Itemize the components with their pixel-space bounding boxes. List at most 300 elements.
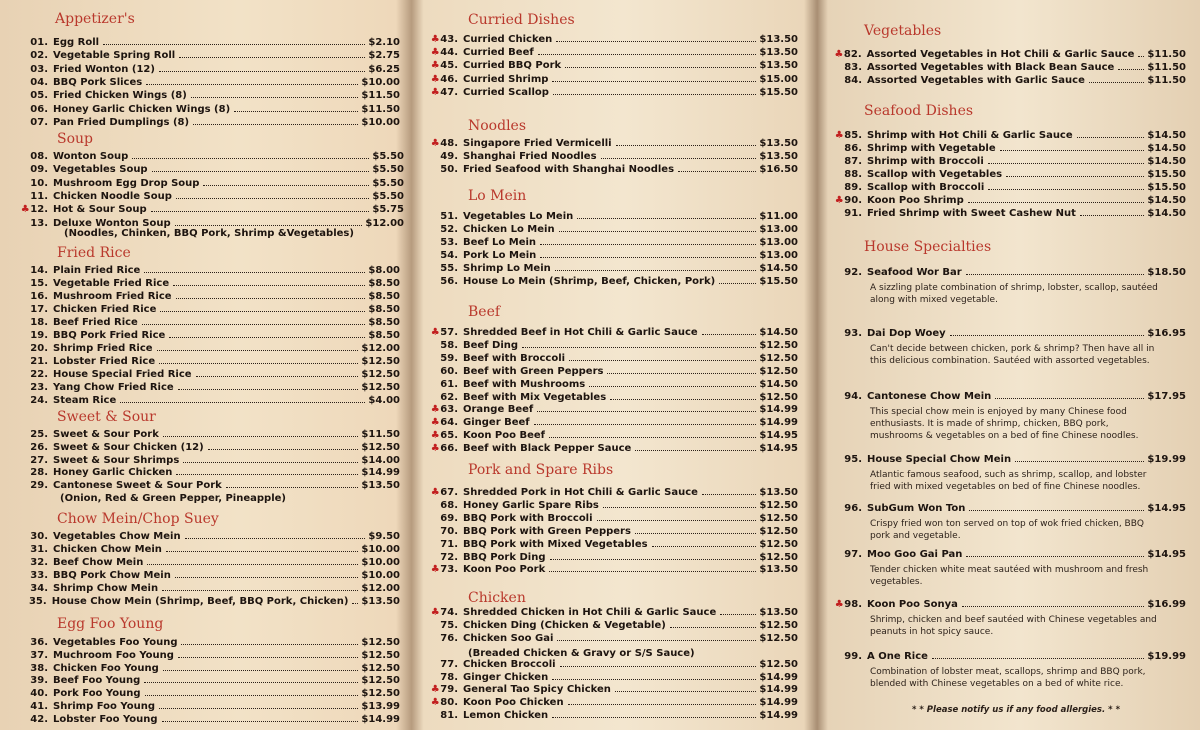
item-price: $13.50 xyxy=(759,607,798,618)
item-number-text: 46. xyxy=(440,73,458,85)
item-name: Koon Poo Shrimp xyxy=(867,195,964,206)
menu-item xyxy=(0,76,400,89)
item-number-text: 88. xyxy=(844,169,862,180)
dot-leader xyxy=(176,474,358,475)
menu-item xyxy=(410,378,798,391)
section-title-curried: Curried Dishes xyxy=(468,12,575,28)
menu-item xyxy=(0,177,404,190)
item-number xyxy=(410,499,458,512)
dot-leader xyxy=(183,462,358,463)
item-number-text: 93. xyxy=(844,328,862,339)
item-number xyxy=(0,342,48,355)
item-number-text: 62. xyxy=(440,391,458,403)
item-number xyxy=(812,168,862,181)
dot-leader xyxy=(988,163,1145,164)
item-name: Beef with Mix Vegetables xyxy=(463,391,607,403)
dot-leader xyxy=(635,450,756,451)
menu-item xyxy=(410,403,798,416)
item-name: Hot & Sour Soup xyxy=(53,204,147,216)
dot-leader xyxy=(720,614,756,615)
item-number xyxy=(0,530,48,543)
menu-item xyxy=(410,499,798,512)
item-name: Curried Chicken xyxy=(463,34,553,45)
dot-leader xyxy=(540,244,756,245)
dot-leader xyxy=(145,695,359,696)
item-name: Shredded Pork in Hot Chili & Garlic Sauce xyxy=(463,487,698,498)
menu-item xyxy=(0,290,400,303)
item-name: Koon Poo Pork xyxy=(463,564,546,576)
dot-leader xyxy=(577,218,756,219)
hot-spicy-icon: ♣ xyxy=(430,47,440,59)
dot-leader xyxy=(169,337,365,338)
dot-leader xyxy=(226,487,359,488)
item-number-text: 21. xyxy=(30,356,48,367)
item-price: $14.99 xyxy=(759,697,798,709)
item-number xyxy=(0,649,48,662)
menu-item xyxy=(410,59,798,72)
section-title-fried-rice: Fried Rice xyxy=(57,245,131,261)
item-name: A One Rice xyxy=(867,651,928,662)
menu-item xyxy=(410,249,798,262)
menu-item xyxy=(0,428,400,441)
item-number-text: 23. xyxy=(30,382,48,393)
item-number-text: 42. xyxy=(30,713,48,725)
item-number xyxy=(812,129,862,142)
item-price: $12.50 xyxy=(361,382,400,393)
item-number-text: 73. xyxy=(440,564,458,576)
item-number xyxy=(0,63,48,76)
item-number xyxy=(410,236,458,249)
menu-item xyxy=(812,74,1186,87)
menu-item xyxy=(812,207,1186,220)
menu-item xyxy=(0,36,400,49)
item-price: $2.75 xyxy=(368,50,400,62)
dot-leader xyxy=(162,721,359,722)
menu-item xyxy=(812,129,1186,142)
dot-leader xyxy=(1006,176,1144,177)
dot-leader xyxy=(179,57,365,58)
menu-column-3 xyxy=(812,0,1200,730)
item-number xyxy=(0,662,48,675)
menu-item xyxy=(812,266,1186,279)
item-number xyxy=(0,582,48,595)
menu-item xyxy=(410,391,798,404)
menu-item xyxy=(410,326,798,339)
item-number-text: 06. xyxy=(30,103,48,115)
menu-item xyxy=(0,303,400,316)
menu-item xyxy=(410,696,798,709)
menu-item xyxy=(0,530,400,543)
dot-leader xyxy=(163,670,359,671)
item-number-text: 30. xyxy=(30,531,48,542)
item-price: $14.50 xyxy=(1147,156,1186,167)
section-title-lo-mein: Lo Mein xyxy=(468,188,527,204)
item-price: $12.00 xyxy=(365,217,404,229)
item-price: $16.99 xyxy=(1147,599,1186,610)
item-name: Scallop with Vegetables xyxy=(867,169,1003,180)
menu-item xyxy=(0,479,400,492)
dot-leader xyxy=(969,510,1144,511)
item-number xyxy=(410,210,458,223)
item-name: Curried Beef xyxy=(463,47,534,59)
item-price: $11.50 xyxy=(361,103,400,115)
item-number-text: 05. xyxy=(30,90,48,102)
hot-spicy-icon: ♣ xyxy=(834,195,844,206)
item-number xyxy=(410,391,458,404)
menu-item xyxy=(0,329,400,342)
hot-spicy-icon: ♣ xyxy=(430,443,440,455)
item-name: Shrimp Lo Mein xyxy=(463,263,551,274)
item-number xyxy=(812,194,862,207)
item-price: $12.50 xyxy=(759,525,798,537)
dot-leader xyxy=(178,657,358,658)
item-number-text: 67. xyxy=(440,487,458,498)
dot-leader xyxy=(988,189,1144,190)
item-description: Crispy fried won ton served on top of wok fried chicken, BBQ pork and vegetable. xyxy=(870,519,1144,541)
item-number-text: 12. xyxy=(30,204,48,216)
item-number-text: 80. xyxy=(440,697,458,709)
menu-item xyxy=(0,700,400,713)
dot-leader xyxy=(603,507,757,508)
item-price: $12.50 xyxy=(361,637,400,648)
menu-item xyxy=(410,163,798,176)
item-name: BBQ Pork Fried Rice xyxy=(53,330,166,341)
item-number-text: 63. xyxy=(440,404,458,416)
item-price: $12.50 xyxy=(759,538,798,550)
dot-leader xyxy=(607,373,756,374)
item-number xyxy=(812,142,862,155)
item-number-text: 11. xyxy=(30,190,48,202)
menu-item xyxy=(0,687,400,700)
item-number xyxy=(812,390,862,403)
item-name: Beef Foo Young xyxy=(53,675,141,687)
item-name: Lobster Fried Rice xyxy=(53,356,156,367)
menu-item xyxy=(0,582,400,595)
item-number xyxy=(812,598,862,611)
item-number xyxy=(0,700,48,713)
item-name: Plain Fried Rice xyxy=(53,265,141,276)
hot-spicy-icon: ♣ xyxy=(834,599,844,610)
item-number-text: 83. xyxy=(844,62,862,74)
item-number-text: 55. xyxy=(440,263,458,274)
item-price: $13.50 xyxy=(759,47,798,59)
item-number xyxy=(812,181,862,194)
item-number-text: 20. xyxy=(30,343,48,354)
item-number-text: 45. xyxy=(440,60,458,72)
item-price: $12.50 xyxy=(759,499,798,511)
menu-item xyxy=(0,342,400,355)
menu-column-1 xyxy=(0,0,410,730)
section-title-beef: Beef xyxy=(468,304,501,320)
item-price: $10.00 xyxy=(361,543,400,555)
item-price: $15.50 xyxy=(1147,169,1186,180)
item-number xyxy=(0,116,48,129)
item-number xyxy=(0,203,48,216)
menu-item xyxy=(812,502,1186,515)
item-price: $15.50 xyxy=(759,86,798,98)
item-name: Egg Roll xyxy=(53,37,100,48)
item-price: $15.00 xyxy=(759,73,798,85)
item-name: Koon Poo Sonya xyxy=(867,599,958,610)
menu-item xyxy=(410,275,798,288)
dot-leader xyxy=(1000,150,1145,151)
dot-leader xyxy=(995,398,1144,399)
item-number xyxy=(410,262,458,275)
section-title-seafood: Seafood Dishes xyxy=(864,103,974,119)
item-name: Honey Garlic Chicken xyxy=(53,467,173,479)
menu-item xyxy=(410,365,798,378)
item-number-text: 94. xyxy=(844,391,862,402)
item-price: $8.50 xyxy=(368,304,400,315)
dot-leader xyxy=(352,603,358,604)
menu-item xyxy=(410,339,798,352)
menu-item xyxy=(812,327,1186,340)
item-number xyxy=(0,303,48,316)
item-price: $15.50 xyxy=(759,276,798,287)
item-name: BBQ Pork with Green Peppers xyxy=(463,525,631,537)
dot-leader xyxy=(557,640,756,641)
item-number-text: 85. xyxy=(844,130,862,141)
item-number-text: 17. xyxy=(30,304,48,315)
item-number-text: 76. xyxy=(440,632,458,644)
item-number xyxy=(0,89,48,102)
item-price: $14.95 xyxy=(1147,503,1186,514)
dot-leader xyxy=(1015,461,1144,462)
dot-leader xyxy=(702,334,757,335)
dot-leader xyxy=(132,158,369,159)
item-number xyxy=(410,137,458,150)
dot-leader xyxy=(968,202,1145,203)
item-number-text: 58. xyxy=(440,339,458,351)
item-name: Chicken Ding (Chicken & Vegetable) xyxy=(463,619,666,631)
item-price: $14.99 xyxy=(759,417,798,429)
dot-leader xyxy=(159,708,358,709)
item-number-text: 81. xyxy=(440,710,458,722)
item-number xyxy=(410,538,458,551)
dot-leader xyxy=(616,145,757,146)
item-price: $8.50 xyxy=(368,330,400,341)
dot-leader xyxy=(203,185,369,186)
item-number-text: 54. xyxy=(440,250,458,261)
item-price: $12.50 xyxy=(759,391,798,403)
item-number-text: 37. xyxy=(30,649,48,661)
item-price: $14.99 xyxy=(759,404,798,416)
item-number-text: 43. xyxy=(440,34,458,45)
item-number xyxy=(812,74,862,87)
item-price: $11.50 xyxy=(1147,62,1186,74)
menu-item xyxy=(0,277,400,290)
dot-leader xyxy=(719,283,756,284)
sweet-sour-note: (Onion, Red & Green Pepper, Pineapple) xyxy=(60,493,286,504)
menu-item xyxy=(410,671,798,684)
hot-spicy-icon: ♣ xyxy=(430,138,440,149)
menu-item xyxy=(0,713,400,726)
item-number xyxy=(410,709,458,722)
dot-leader xyxy=(191,97,359,98)
section-title-appetizers: Appetizer's xyxy=(55,11,135,27)
item-number-text: 91. xyxy=(844,208,862,219)
item-price: $19.99 xyxy=(1147,454,1186,465)
item-number xyxy=(410,671,458,684)
item-name: Vegetables Chow Mein xyxy=(53,531,181,542)
hot-spicy-icon: ♣ xyxy=(430,73,440,85)
item-number-text: 39. xyxy=(30,675,48,687)
item-price: $14.50 xyxy=(759,378,798,390)
menu-item xyxy=(0,454,400,467)
dot-leader xyxy=(1080,215,1144,216)
item-name: Assorted Vegetables with Black Bean Sauce xyxy=(867,62,1115,74)
item-price: $14.50 xyxy=(1147,143,1186,154)
item-price: $5.50 xyxy=(372,190,404,202)
item-number-text: 07. xyxy=(30,116,48,128)
item-number xyxy=(0,36,48,49)
item-number xyxy=(410,683,458,696)
item-price: $14.95 xyxy=(759,443,798,455)
item-name: Singapore Fried Vermicelli xyxy=(463,138,612,149)
dot-leader xyxy=(176,298,366,299)
item-name: Shrimp Chow Mein xyxy=(53,582,159,594)
menu-item xyxy=(410,486,798,499)
item-price: $12.00 xyxy=(361,343,400,354)
item-number xyxy=(410,249,458,262)
item-name: Koon Poo Beef xyxy=(463,430,546,442)
item-number xyxy=(0,381,48,394)
item-description: Shrimp, chicken and beef sautéed with Chinese vegetables and peanuts in hot spicy sauce. xyxy=(870,615,1157,637)
menu-item xyxy=(410,442,798,455)
dot-leader xyxy=(163,436,359,437)
item-price: $13.50 xyxy=(759,138,798,149)
menu-item xyxy=(0,217,404,230)
dot-leader xyxy=(1138,56,1144,57)
dot-leader xyxy=(159,363,358,364)
menu-item xyxy=(812,548,1186,561)
item-price: $12.50 xyxy=(361,649,400,661)
dot-leader xyxy=(552,717,756,718)
dot-leader xyxy=(560,666,757,667)
hot-spicy-icon: ♣ xyxy=(430,404,440,416)
item-name: BBQ Pork with Mixed Vegetables xyxy=(463,538,648,550)
dot-leader xyxy=(552,81,756,82)
dot-leader xyxy=(550,559,757,560)
item-description: This special chow mein is enjoyed by many Chinese food enthusiasts. It is made of shrimp, chicken, BBQ pork, mushrooms & vegetables on a bed of fine Chinese noodles. xyxy=(870,407,1139,441)
item-name: Fried Wonton (12) xyxy=(53,63,155,75)
item-name: Sweet & Sour Shrimps xyxy=(53,454,180,466)
item-name: Pan Fried Dumplings (8) xyxy=(53,116,190,128)
item-number xyxy=(0,441,48,454)
menu-item xyxy=(410,632,798,645)
item-number xyxy=(0,569,48,582)
dot-leader xyxy=(166,551,359,552)
menu-item xyxy=(0,203,404,216)
item-number xyxy=(812,48,862,61)
item-number xyxy=(812,548,862,561)
dot-leader xyxy=(196,376,359,377)
menu-item xyxy=(0,116,400,129)
dot-leader xyxy=(522,347,756,348)
menu-item xyxy=(0,163,404,176)
menu-item xyxy=(0,556,400,569)
item-number-text: 77. xyxy=(440,658,458,670)
dot-leader xyxy=(538,54,757,55)
item-price: $14.50 xyxy=(1147,195,1186,206)
hot-spicy-icon: ♣ xyxy=(430,86,440,98)
menu-item xyxy=(0,543,400,556)
item-name: Shredded Chicken in Hot Chili & Garlic Sauce xyxy=(463,607,717,618)
item-name: Mushroom Egg Drop Soup xyxy=(53,177,200,189)
item-name: Fried Seafood with Shanghai Noodles xyxy=(463,164,675,176)
item-number xyxy=(0,428,48,441)
dot-leader xyxy=(932,658,1144,659)
item-number xyxy=(0,713,48,726)
dot-leader xyxy=(559,231,757,232)
menu-item xyxy=(812,155,1186,168)
hot-spicy-icon: ♣ xyxy=(430,487,440,498)
item-number xyxy=(0,329,48,342)
item-number xyxy=(0,316,48,329)
menu-item xyxy=(0,394,400,407)
item-number-text: 75. xyxy=(440,619,458,631)
dot-leader xyxy=(157,350,359,351)
item-name: Deluxe Wonton Soup xyxy=(53,217,171,229)
item-name: Curried Scallop xyxy=(463,86,549,98)
dot-leader xyxy=(568,704,757,705)
item-price: $11.50 xyxy=(361,90,400,102)
hot-spicy-icon: ♣ xyxy=(430,60,440,72)
item-number xyxy=(0,76,48,89)
item-price: $5.75 xyxy=(372,204,404,216)
item-number xyxy=(410,632,458,645)
item-number-text: 14. xyxy=(30,265,48,276)
dot-leader xyxy=(678,171,756,172)
hot-spicy-icon: ♣ xyxy=(430,327,440,338)
chicken-note: (Breaded Chicken & Gravy or S/S Sauce) xyxy=(468,648,695,659)
item-name: House Chow Mein (Shrimp, Beef, BBQ Pork, Chicken) xyxy=(51,595,349,607)
item-name: Curried BBQ Pork xyxy=(463,60,562,72)
item-number-text: 99. xyxy=(844,651,862,662)
item-price: $14.50 xyxy=(759,263,798,274)
item-price: $8.50 xyxy=(368,291,400,302)
menu-item xyxy=(410,606,798,619)
item-number-text: 31. xyxy=(30,543,48,555)
item-name: Beef with Black Pepper Sauce xyxy=(463,443,632,455)
item-name: Koon Poo Chicken xyxy=(463,697,564,709)
section-title-noodles: Noodles xyxy=(468,118,527,134)
item-name: Fried Shrimp with Sweet Cashew Nut xyxy=(867,208,1076,219)
menu-item xyxy=(410,223,798,236)
menu-item xyxy=(812,48,1186,61)
section-title-chicken: Chicken xyxy=(468,590,526,606)
item-number-text: 13. xyxy=(30,217,48,229)
item-price: $16.95 xyxy=(1147,328,1186,339)
item-number-text: 74. xyxy=(440,607,458,618)
dot-leader xyxy=(208,449,359,450)
item-price: $4.00 xyxy=(368,395,400,406)
item-price: $12.50 xyxy=(361,441,400,453)
item-name: Beef Chow Mein xyxy=(53,556,144,568)
item-price: $10.00 xyxy=(361,76,400,88)
item-name: Chicken Chow Mein xyxy=(53,543,162,555)
item-number-text: 29. xyxy=(30,480,48,492)
item-price: $12.50 xyxy=(759,658,798,670)
item-number-text: 02. xyxy=(30,50,48,62)
item-number-text: 41. xyxy=(30,701,48,712)
item-price: $19.99 xyxy=(1147,651,1186,662)
menu-item xyxy=(0,264,400,277)
item-price: $16.50 xyxy=(759,164,798,176)
item-number xyxy=(410,339,458,352)
item-number-text: 24. xyxy=(30,395,48,406)
dot-leader xyxy=(1077,137,1145,138)
